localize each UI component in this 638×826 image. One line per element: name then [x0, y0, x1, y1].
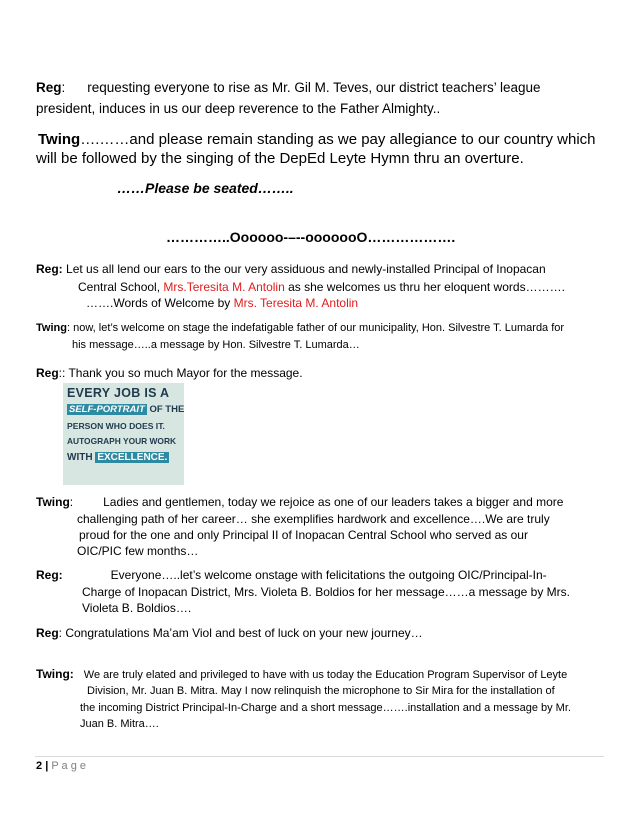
page-label: P a g e	[51, 760, 86, 772]
text: Principal of Inopacan	[433, 262, 546, 276]
text-line: Juan B. Mitra….	[80, 718, 159, 730]
text-line: Central School, Mrs.Teresita M. Antolin as she welcomes us thru her eloquent words……….	[78, 280, 565, 294]
poster-line: AUTOGRAPH YOUR WORK	[67, 436, 177, 446]
poster-line: EVERY JOB IS A	[67, 386, 170, 400]
excellence-quote-image	[63, 383, 184, 485]
paragraph-twing-supervisor: Twing: We are truly elated and privileged to have with us today the Education Program Supervisor of Leyte	[36, 667, 568, 681]
speaker-twing: Twing:	[36, 667, 74, 681]
paragraph-reg-thanks: Reg:: Thank you so much Mayor for the message.	[36, 366, 303, 380]
text: Let us all lend our ears to the our very assiduous and newly-installed	[66, 262, 431, 276]
text-line: OIC/PIC few months…	[77, 544, 199, 558]
paragraph-reg-welcome	[36, 262, 546, 276]
speaker-reg: Reg:	[36, 262, 63, 276]
colon: :	[61, 80, 66, 95]
footer-separator: |	[45, 760, 49, 772]
principal-name: Mrs.Teresita M. Antolin	[163, 280, 285, 294]
text-line: the incoming District Principal-In-Charge and a short message…….installation and a message by Mr.	[80, 702, 571, 714]
please-be-seated: ……Please be seated……..	[117, 180, 294, 196]
text-line: …….Words of Welcome by Mrs. Teresita M. Antolin	[86, 296, 359, 310]
paragraph-twing-anthem	[38, 131, 596, 148]
text-line: proud for the one and only Principal II of Inopacan Central School who served as our	[79, 528, 528, 542]
speaker-reg: Reg	[36, 626, 59, 640]
text-line: challenging path of her career… she exemplifies hardwork and excellence….We are truly	[77, 512, 550, 526]
paragraph-twing-mayor: Twing: now, let’s welcome on stage the indefatigable father of our municipality, Hon. Silvestre T. Lumarda for	[36, 322, 565, 334]
speaker-reg: Reg	[36, 80, 62, 95]
text-line: will be followed by the singing of the DepEd Leyte Hymn thru an overture.	[36, 150, 524, 167]
text-line: his message…..a message by Hon. Silvestre T. Lumarda…	[72, 339, 360, 351]
poster-line: WITH EXCELLENCE.	[67, 452, 168, 463]
text-line: Charge of Inopacan District, Mrs. Violeta B. Boldios for her message……a message by Mrs.	[82, 585, 570, 599]
page-footer	[36, 760, 86, 772]
paragraph-reg-prayer	[36, 80, 541, 95]
page-number: 2	[36, 760, 43, 772]
paragraph-reg-congrats: Reg: Congratulations Ma’am Viol and best of luck on your new journey…	[36, 626, 423, 640]
speaker-reg: Reg	[36, 366, 59, 380]
speaker-twing: Twing	[36, 322, 67, 334]
speaker-twing: Twing	[36, 495, 70, 509]
speaker-reg: Reg:	[36, 568, 63, 582]
paragraph-reg-outgoing: Reg: Everyone…..let’s welcome onstage with felicitations the outgoing OIC/Principal-In-	[36, 568, 547, 582]
poster-line: SELF-PORTRAIT OF THE	[69, 404, 184, 415]
divider-text: …………..Oooooo-–--ooooooO……………….	[166, 229, 456, 245]
text-line: president, induces in us our deep reverence to the Father Almighty..	[36, 101, 441, 116]
footer-divider	[35, 756, 604, 757]
speaker-twing: Twing	[38, 131, 81, 148]
text-line: Division, Mr. Juan B. Mitra. May I now relinquish the microphone to Sir Mira for the installation of	[87, 685, 555, 697]
text: requesting everyone to rise as Mr. Gil M. Teves, our district teachers’ league	[87, 80, 541, 95]
text-line: Violeta B. Boldios….	[82, 601, 192, 615]
paragraph-twing-honor: Twing: Ladies and gentlemen, today we rejoice as one of our leaders takes a bigger and more	[36, 495, 564, 509]
principal-name: Mrs. Teresita M. Antolin	[233, 296, 359, 310]
poster-line: PERSON WHO DOES IT.	[67, 421, 165, 431]
text: ….……and please remain standing as we pay allegiance to our country which	[80, 131, 596, 148]
